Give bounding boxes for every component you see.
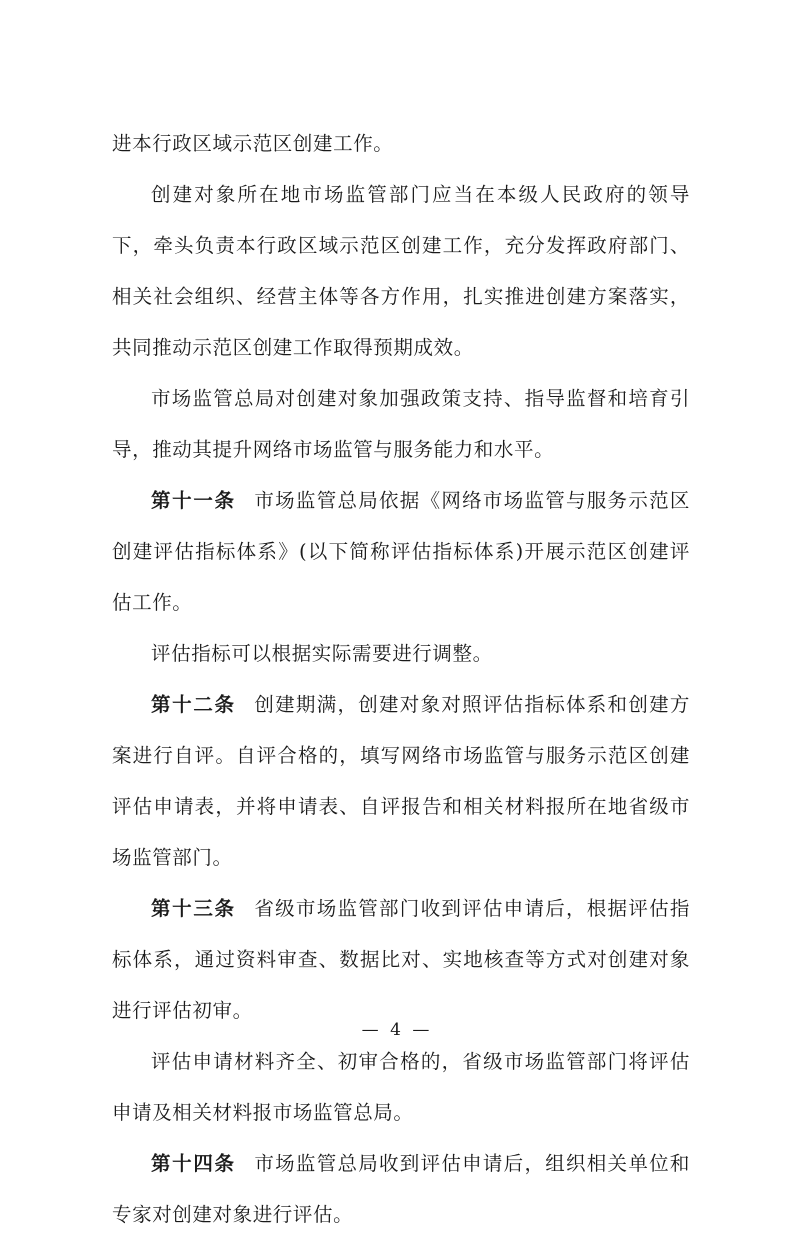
paragraph: [112, 1036, 690, 1138]
page-footer: [0, 1020, 793, 1040]
paragraph-article-12: [112, 679, 690, 883]
paragraph-text: 创建对象所在地市场监管部门应当在本级人民政府的领导下，牵头负责本行政区域示范区创建工作，充分发挥政府部门、相关社会组织、经营主体等各方作用，扎实推进创建方案落实，共同推动示范区创建工作取得预期成效。: [112, 183, 690, 359]
paragraph-text: 进本行政区域示范区创建工作。: [112, 132, 394, 155]
paragraph-text: 省级市场监管部门收到评估申请后，根据评估指标体系，通过资料审查、数据比对、实地核查等方式对创建对象进行评估初审。: [112, 897, 690, 1022]
footer-dash-right: —: [412, 1020, 432, 1040]
paragraph-text: 评估指标可以根据实际需要进行调整。: [151, 642, 493, 665]
article-heading: 第十三条: [151, 897, 236, 920]
paragraph-text: 市场监管总局对创建对象加强政策支持、指导监督和培育引导，推动其提升网络市场监管与服务能力和水平。: [112, 387, 690, 461]
paragraph-article-11: [112, 475, 690, 628]
page-number: 4: [390, 1020, 403, 1040]
paragraph: [112, 373, 690, 475]
paragraph-text: 评估申请材料齐全、初审合格的，省级市场监管部门将评估申请及相关材料报市场监管总局。: [112, 1050, 690, 1124]
paragraph: [112, 628, 690, 679]
footer-dash-left: —: [361, 1020, 381, 1040]
article-heading: 第十四条: [151, 1152, 236, 1175]
article-heading: 第十二条: [151, 693, 236, 716]
paragraph-text: 市场监管总局收到评估申请后，组织相关单位和专家对创建对象进行评估。: [112, 1152, 690, 1226]
article-heading: 第十一条: [151, 489, 236, 512]
paragraph: [112, 118, 690, 169]
paragraph: [112, 169, 690, 373]
paragraph-text: 市场监管总局依据《网络市场监管与服务示范区创建评估指标体系》(以下简称评估指标体系)开展示范区创建评估工作。: [112, 489, 690, 614]
page-body: [112, 118, 690, 1240]
paragraph-text: 创建期满，创建对象对照评估指标体系和创建方案进行自评。自评合格的，填写网络市场监管与服务示范区创建评估申请表，并将申请表、自评报告和相关材料报所在地省级市场监管部门。: [112, 693, 690, 869]
paragraph-article-13: [112, 883, 690, 1036]
paragraph-article-14: [112, 1138, 690, 1240]
